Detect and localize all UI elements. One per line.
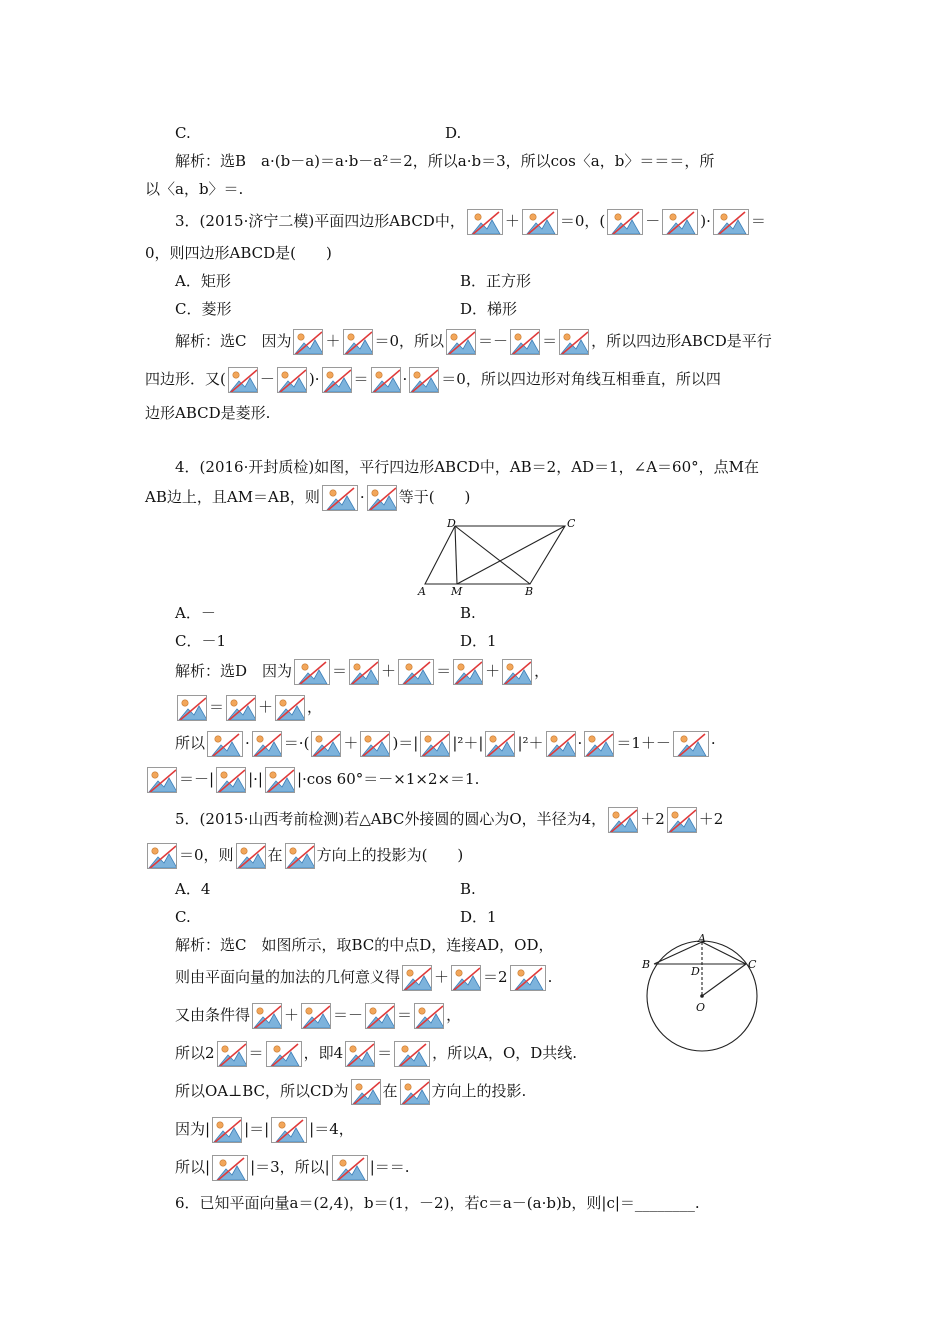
vector-image-icon [177,695,207,721]
vector-image-icon [351,1079,381,1105]
vector-image-icon [662,209,698,235]
vector-image-icon [228,367,258,393]
parallelogram-figure [415,518,575,598]
vector-image-icon [252,1003,282,1029]
option-c: C．菱形 [175,300,232,318]
option-b: B. [460,880,476,898]
vector-image-icon [398,659,434,685]
solution-line: 则由平面向量的加法的几何意义得 ＋ ＝2 . [175,964,552,990]
solution-line: 边形ABCD是菱形. [145,404,271,422]
vector-image-icon [266,1041,302,1067]
vector-image-icon [322,485,358,511]
solution-line: 以〈a，b〉＝. [145,180,244,198]
vector-image-icon [147,767,177,793]
vector-image-icon [467,209,503,235]
option-c: C. [175,908,191,926]
option-a: A．－ [175,604,216,622]
option-c: C. [175,124,191,142]
vector-image-icon [277,367,307,393]
label-o: O [696,1001,706,1014]
option-d: D．1 [460,908,497,926]
vector-image-icon [673,731,709,757]
vector-image-icon [217,1041,247,1067]
vector-image-icon [293,329,323,355]
vector-image-icon [367,485,397,511]
label-b: B [642,958,651,971]
question-3-stem: 3．(2015·济宁二模)平面四边形ABCD中， ＋ ＝0，( － )· ＝ [175,208,766,234]
vector-image-icon [446,329,476,355]
solution-line: 四边形．又( － )· ＝ · ＝0，所以四边形对角线互相垂直，所以四 [145,366,721,392]
vector-image-icon [502,659,532,685]
vector-image-icon [667,807,697,833]
vector-image-icon [414,1003,444,1029]
vector-image-icon [485,731,515,757]
label-b: B [525,585,534,598]
option-d: D．1 [460,632,497,650]
vector-image-icon [345,1041,375,1067]
vector-image-icon [409,367,439,393]
vector-image-icon [400,1079,430,1105]
vector-image-icon [510,965,546,991]
vector-image-icon [584,731,614,757]
option-b: B. [460,604,476,622]
question-5-stem: 5．(2015·山西考前检测)若△ABC外接圆的圆心为O，半径为4， ＋2 ＋2 [175,806,723,832]
vector-image-icon [285,843,315,869]
vector-image-icon [453,659,483,685]
solution-line: 解析：选B a·(b－a)＝a·b－a²＝2，所以a·b＝3，所以cos〈a，b〉＝＝＝，所 [175,152,715,170]
solution-line: 解析：选D 因为 ＝ ＋ ＝ ＋ ， [175,658,549,684]
label-a: A [698,934,706,945]
option-a: A．4 [175,880,211,898]
question-4-stem: AB边上，且AM＝AB，则 · 等于( ) [145,484,470,510]
vector-image-icon [332,1155,368,1181]
vector-image-icon [607,209,643,235]
vector-image-icon [522,209,558,235]
vector-image-icon [713,209,749,235]
vector-image-icon [322,367,352,393]
vector-image-icon [294,659,330,685]
vector-image-icon [271,1117,307,1143]
vector-image-icon [301,1003,331,1029]
solution-line: ＝ ＋ ， [175,694,322,720]
solution-line: 又由条件得 ＋ ＝－ ＝ ， [175,1002,461,1028]
vector-image-icon [371,367,401,393]
vector-image-icon [402,965,432,991]
option-c: C．－1 [175,632,227,650]
vector-image-icon [451,965,481,991]
label-a: A [418,585,426,598]
solution-line: 因为| |＝| |＝4， [175,1116,354,1142]
solution-line: ＝－| |·| |·cos 60°＝－×1×2×＝1. [145,766,479,792]
vector-image-icon [365,1003,395,1029]
label-m: M [451,585,463,598]
solution-line: 所以| |＝3，所以| |＝＝. [175,1154,410,1180]
circle-figure [640,934,770,1054]
vector-image-icon [236,843,266,869]
vector-image-icon [226,695,256,721]
vector-image-icon [546,731,576,757]
vector-image-icon [343,329,373,355]
question-5-stem: ＝0，则 在 方向上的投影为( ) [145,842,463,868]
vector-image-icon [147,843,177,869]
label-c: C [567,518,575,530]
question-4-stem: 4．(2016·开封质检)如图，平行四边形ABCD中，AB＝2，AD＝1，∠A＝60°，点M在 [175,458,759,476]
option-d: D. [445,124,462,142]
vector-image-icon [510,329,540,355]
vector-image-icon [608,807,638,833]
solution-line: 所以 · ＝·( ＋ )＝| |²＋| |²＋ · ＝1＋－ · [175,730,716,756]
vector-image-icon [420,731,450,757]
option-b: B．正方形 [460,272,532,290]
label-d: D [447,518,456,530]
question-6-stem: 6．已知平面向量a＝(2,4)，b＝(1，－2)，若c＝a－(a·b)b，则|c|＝________. [175,1194,700,1212]
vector-image-icon [349,659,379,685]
vector-image-icon [360,731,390,757]
label-d: D [691,965,700,978]
solution-line: 所以OA⊥BC，所以CD为 在 方向上的投影. [175,1078,526,1104]
option-a: A．矩形 [175,272,231,290]
vector-image-icon [207,731,243,757]
vector-image-icon [252,731,282,757]
question-3-stem: 0，则四边形ABCD是( ) [145,244,332,262]
option-d: D．梯形 [460,300,518,318]
solution-line: 所以2 ＝ ，即4 ＝ ，所以A，O，D共线. [175,1040,577,1066]
solution-line: 解析：选C 因为 ＋ ＝0，所以 ＝－ ＝ ，所以四边形ABCD是平行 [175,328,772,354]
vector-image-icon [311,731,341,757]
vector-image-icon [394,1041,430,1067]
vector-image-icon [216,767,246,793]
solution-line: 解析：选C 如图所示，取BC的中点D，连接AD，OD， [175,936,554,954]
vector-image-icon [265,767,295,793]
label-c: C [748,958,757,971]
vector-image-icon [275,695,305,721]
vector-image-icon [212,1117,242,1143]
vector-image-icon [559,329,589,355]
vector-image-icon [212,1155,248,1181]
